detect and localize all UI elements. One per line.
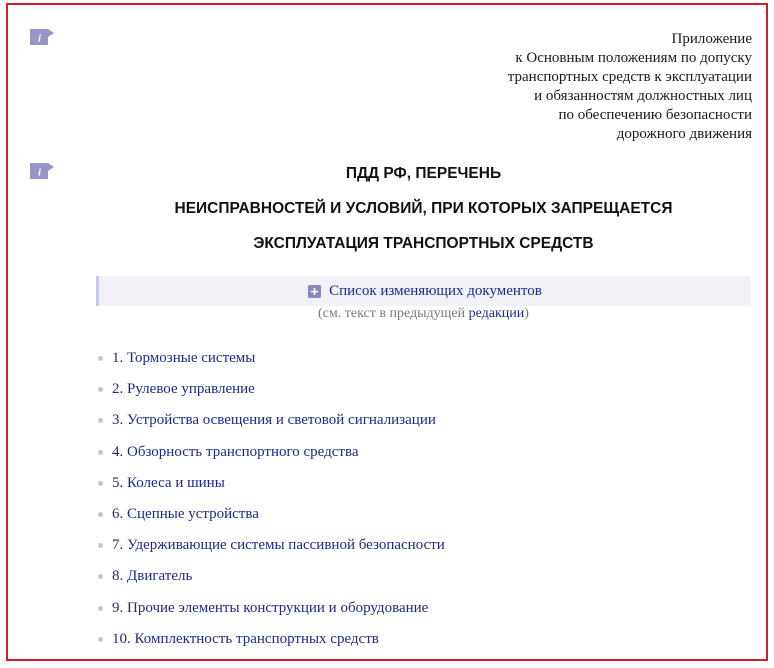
toc-item [96,343,445,374]
page-title-line-2: НЕИСПРАВНОСТЕЙ И УСЛОВИЙ, ПРИ КОТОРЫХ ЗАПРЕЩАЕТСЯ [174,200,673,217]
info-icon[interactable] [30,29,54,45]
toc-item [96,530,445,561]
bullet-icon [98,356,103,361]
toc-item [96,374,445,405]
toc-item [96,405,445,436]
changes-toggle[interactable] [96,276,751,306]
toc-item [96,437,445,468]
note-prefix: (см. текст в предыдущей [318,306,469,321]
previous-edition-note [96,306,751,322]
bullet-icon [98,574,103,579]
toc-item [96,593,445,624]
toc-link[interactable]: 1. Тормозные системы [112,350,256,367]
toc-link[interactable]: 6. Сцепные устройства [112,506,259,523]
appendix-line: транспортных средств к эксплуатации [507,69,752,85]
toc-item [96,499,445,530]
bullet-icon [98,543,103,548]
svg-text:i: i [38,32,42,45]
bullet-icon [98,606,103,611]
bullet-icon [98,481,103,486]
page-title-line-1: ПДД РФ, ПЕРЕЧЕНЬ [345,165,502,182]
appendix-line: и обязанностям должностных лиц [534,88,752,104]
toc-link[interactable]: 8. Двигатель [112,568,193,585]
page-title-line-3: ЭКСПЛУАТАЦИЯ ТРАНСПОРТНЫХ СРЕДСТВ [253,235,594,252]
toc-link[interactable]: 2. Рулевое управление [112,381,255,398]
svg-text:i: i [38,166,42,179]
toc-item [96,468,445,499]
changes-link[interactable]: Список изменяющих документов [329,282,542,299]
appendix-note [508,30,752,144]
appendix-line: Приложение [671,31,752,47]
previous-edition-link[interactable]: редакции [468,306,525,321]
toc-link[interactable]: 5. Колеса и шины [112,474,225,491]
appendix-line: дорожного движения [616,126,752,142]
plus-icon [308,285,321,298]
bullet-icon [98,512,103,517]
note-suffix: ) [524,306,529,321]
toc-link[interactable]: 7. Удерживающие системы пассивной безопасности [112,537,445,554]
toc-link[interactable]: 9. Прочие элементы конструкции и оборудование [112,599,429,616]
appendix-line: к Основным положениям по допуску [515,50,752,66]
toc-item [96,624,445,655]
bullet-icon [98,450,103,455]
toc-link[interactable]: 3. Устройства освещения и световой сигнализации [112,412,436,429]
toc-item [96,561,445,592]
toc-link[interactable]: 4. Обзорность транспортного средства [112,443,359,460]
bullet-icon [98,418,103,423]
bullet-icon [98,387,103,392]
appendix-line: по обеспечению безопасности [558,107,752,123]
bullet-icon [98,637,103,642]
toc-link[interactable]: 10. Комплектность транспортных средств [112,630,379,647]
info-icon[interactable] [30,163,54,179]
table-of-contents [96,343,445,655]
